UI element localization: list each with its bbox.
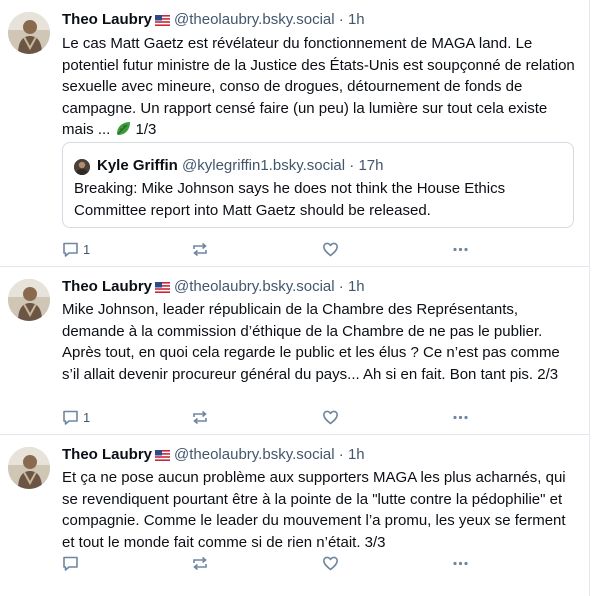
more-options-icon [452, 555, 469, 572]
post-text [62, 33, 577, 144]
quote-author-handle[interactable]: @kylegriffin1.bsky.social [182, 157, 346, 174]
like-button[interactable] [322, 553, 339, 573]
post-header [62, 277, 579, 297]
quote-time[interactable]: 17h [358, 157, 384, 174]
us-flag-icon [155, 447, 170, 467]
post-text: Mike Johnson, leader républicain de la Chambre des Représentants, demande à la commission d’éthique de la Chambre de ne pas le publier. Après tout, en quoi cela regarde le public et les élus ? Ce n’est pas comme s’il allait devenir procureur général du pays... Ah si en fait. Bon tant pis. 2/3 [62, 301, 560, 383]
post-actions [62, 553, 482, 573]
post-text-main: Le cas Matt Gaetz est révélateur du fonctionnement de MAGA land. Le potentiel futur ministre de la Justice des États-Unis est soupçonné de relation sexuelle avec mineure, conso de drogues, détournement de fonds de campagne. Un rapport censé faire (un peu) la lumière sur tout cela existe mais ... [62, 35, 575, 138]
separator: · [349, 157, 355, 174]
feed-right-border [589, 0, 590, 596]
post-header [62, 10, 579, 30]
post-time[interactable]: 1h [347, 278, 365, 295]
more-options-button[interactable] [452, 239, 469, 259]
avatar[interactable] [8, 279, 50, 321]
avatar[interactable] [8, 447, 50, 489]
reply-button[interactable] [62, 407, 90, 427]
quote-avatar[interactable] [74, 159, 90, 175]
post-actions [62, 407, 482, 427]
separator: · [338, 446, 344, 463]
reply-button[interactable] [62, 553, 83, 573]
post-actions [62, 239, 482, 259]
heart-icon [322, 409, 339, 426]
post-3[interactable] [0, 435, 589, 596]
quote-author-name[interactable]: Kyle Griffin [97, 157, 178, 174]
more-options-icon [452, 241, 469, 258]
quoted-post[interactable] [62, 142, 574, 228]
reply-count: 1 [83, 409, 91, 425]
author-handle[interactable]: @theolaubry.bsky.social [174, 446, 335, 463]
more-options-button[interactable] [452, 407, 469, 427]
repost-icon [191, 241, 209, 258]
post-text: Et ça ne pose aucun problème aux supporters MAGA les plus acharnés, qui se revendiquent pourtant être à la pointe de la "lutte contre la pédophilie" et compagnie. Comme le leader du mouvement l’a promu, les yeux se ferment et tout le monde fait comme si de rien n’était. 3/3 [62, 469, 566, 551]
post-time[interactable]: 1h [347, 11, 365, 28]
reply-button[interactable] [62, 239, 90, 259]
comment-icon [62, 555, 79, 572]
more-options-button[interactable] [452, 553, 469, 573]
like-button[interactable] [322, 239, 339, 259]
repost-button[interactable] [191, 553, 209, 573]
repost-icon [191, 409, 209, 426]
comment-icon [62, 241, 79, 258]
comment-icon [62, 409, 79, 426]
author-handle[interactable]: @theolaubry.bsky.social [174, 278, 335, 295]
heart-icon [322, 555, 339, 572]
post-time[interactable]: 1h [347, 446, 365, 463]
quote-text: Breaking: Mike Johnson says he does not think the House Ethics Committee report into Matt Gaetz should be released. [74, 180, 506, 219]
repost-icon [191, 555, 209, 572]
author-name[interactable]: Theo Laubry [62, 278, 153, 295]
us-flag-icon [155, 12, 170, 32]
separator: · [338, 11, 344, 28]
post-1[interactable] [0, 0, 589, 267]
heart-icon [322, 241, 339, 258]
repost-button[interactable] [191, 407, 209, 427]
like-button[interactable] [322, 407, 339, 427]
avatar[interactable] [8, 12, 50, 54]
post-text-suffix: 1/3 [135, 121, 157, 138]
post-2[interactable] [0, 267, 589, 435]
post-header [62, 445, 579, 465]
repost-button[interactable] [191, 239, 209, 259]
separator: · [338, 278, 344, 295]
leafy-green-emoji-icon [115, 120, 132, 144]
author-name[interactable]: Theo Laubry [62, 446, 153, 463]
us-flag-icon [155, 279, 170, 299]
more-options-icon [452, 409, 469, 426]
author-name[interactable]: Theo Laubry [62, 11, 153, 28]
author-handle[interactable]: @theolaubry.bsky.social [174, 11, 335, 28]
quote-header [97, 156, 383, 176]
reply-count: 1 [83, 241, 91, 257]
